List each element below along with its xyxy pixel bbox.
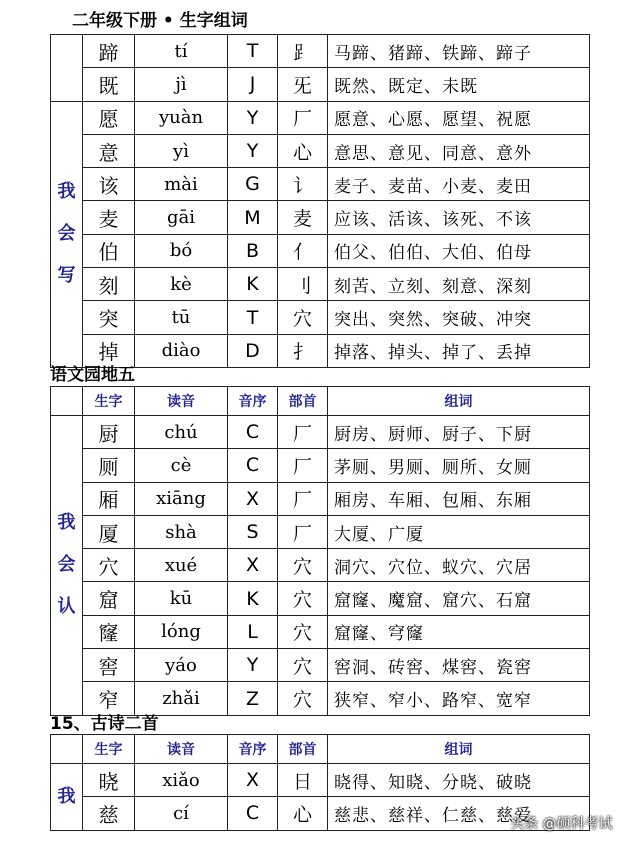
words-cell: 窟窿、穹窿 [328,615,590,648]
char-cell: 厢 [83,482,135,515]
table-block-2 [50,386,590,716]
table-row [51,234,590,267]
char-cell: 意 [83,134,135,167]
char-cell: 厕 [83,449,135,482]
char-cell: 窖 [83,649,135,682]
table-row [51,582,590,615]
pinyin-cell: kū [135,582,228,615]
char-cell: 穴 [83,549,135,582]
words-cell: 厢房、车厢、包厢、东厢 [328,482,590,515]
words-cell: 厨房、厨师、厨子、下厨 [328,416,590,449]
radical-cell: 亻 [278,234,328,267]
pinyin-cell: gāi [135,201,228,234]
words-cell: 应该、活该、该死、不该 [328,201,590,234]
radical-cell: 厂 [278,515,328,548]
pinyin-cell: lóng [135,615,228,648]
pinyin-cell: xiǎo [135,764,228,797]
order-cell: C [228,449,278,482]
table-row [51,68,590,101]
pinyin-cell: xué [135,549,228,582]
table-row [51,649,590,682]
table-row [51,101,590,134]
order-cell: K [228,268,278,301]
section-heading: 语文园地五 [50,365,135,385]
words-cell: 晓得、知晓、分晓、破晓 [328,764,590,797]
table-row [51,168,590,201]
words-cell: 窖洞、砖窖、煤窖、瓷窖 [328,649,590,682]
char-cell: 晓 [83,764,135,797]
order-cell: J [228,68,278,101]
pinyin-cell: yáo [135,649,228,682]
words-cell: 洞穴、穴位、蚁穴、穴居 [328,549,590,582]
words-cell: 意思、意见、同意、意外 [328,134,590,167]
radical-cell: 扌 [278,334,328,367]
radical-cell: 穴 [278,582,328,615]
order-cell: X [228,764,278,797]
order-cell: T [228,301,278,334]
side-blank [51,387,83,416]
table-row [51,797,590,830]
radical-cell: 厂 [278,449,328,482]
side-blank [51,35,83,102]
table-row [51,449,590,482]
side-label-partial: 我 [51,764,83,831]
table-row [51,764,590,797]
table-header-row [51,387,590,416]
order-cell: X [228,482,278,515]
words-cell: 窟窿、魔窟、窟穴、石窟 [328,582,590,615]
char-cell: 该 [83,168,135,201]
pinyin-cell: diào [135,334,228,367]
order-cell: T [228,35,278,68]
header-char-cell: 生字 [83,387,135,416]
table-row [51,549,590,582]
side-blank [51,735,83,764]
header-words-cell: 组词 [328,387,590,416]
pinyin-cell: shà [135,515,228,548]
words-cell: 茅厕、男厕、厕所、女厕 [328,449,590,482]
page-title: 二年级下册 • 生字组词 [72,11,248,31]
char-cell: 慈 [83,797,135,830]
order-cell: M [228,201,278,234]
words-cell: 伯父、伯伯、大伯、伯母 [328,234,590,267]
order-cell: D [228,334,278,367]
pinyin-cell: kè [135,268,228,301]
order-cell: Y [228,649,278,682]
words-cell: 大厦、广厦 [328,515,590,548]
header-radical-cell: 部首 [278,387,328,416]
char-cell: 蹄 [83,35,135,68]
order-cell: X [228,549,278,582]
order-cell: Y [228,134,278,167]
char-cell: 掉 [83,334,135,367]
char-cell: 突 [83,301,135,334]
table-block-1 [50,34,590,368]
pinyin-cell: tí [135,35,228,68]
order-cell: Z [228,682,278,715]
order-cell: S [228,515,278,548]
char-cell: 麦 [83,201,135,234]
table-row [51,268,590,301]
pinyin-cell: mài [135,168,228,201]
char-cell: 既 [83,68,135,101]
pinyin-cell: yì [135,134,228,167]
pinyin-cell: tū [135,301,228,334]
char-cell: 愿 [83,101,135,134]
pinyin-cell: zhǎi [135,682,228,715]
table-row [51,416,590,449]
radical-cell: 心 [278,134,328,167]
words-cell: 掉落、掉头、掉了、丢掉 [328,334,590,367]
radical-cell: ⻊ [278,35,328,68]
header-order-cell: 音序 [228,387,278,416]
words-cell: 既然、既定、未既 [328,68,590,101]
words-cell: 刻苦、立刻、刻意、深刻 [328,268,590,301]
table-row [51,134,590,167]
header-char-cell: 生字 [83,735,135,764]
side-label-recognize: 我 会 认 [51,416,83,716]
radical-cell: 厂 [278,482,328,515]
radical-cell: 讠 [278,168,328,201]
radical-cell: 心 [278,797,328,830]
radical-cell: 穴 [278,615,328,648]
header-radical-cell: 部首 [278,735,328,764]
order-cell: B [228,234,278,267]
radical-cell: 厂 [278,416,328,449]
pinyin-cell: bó [135,234,228,267]
char-cell: 厦 [83,515,135,548]
radical-cell: 日 [278,764,328,797]
char-cell: 窟 [83,582,135,615]
radical-cell: 穴 [278,682,328,715]
header-pinyin-cell: 读音 [135,387,228,416]
radical-cell: 旡 [278,68,328,101]
section-heading: 15、古诗二首 [50,714,159,734]
order-cell: G [228,168,278,201]
table-header-row [51,735,590,764]
pinyin-cell: cè [135,449,228,482]
pinyin-cell: xiāng [135,482,228,515]
table-row [51,615,590,648]
table-row [51,201,590,234]
char-cell: 窿 [83,615,135,648]
radical-cell: 穴 [278,649,328,682]
order-cell: K [228,582,278,615]
radical-cell: 刂 [278,268,328,301]
order-cell: L [228,615,278,648]
order-cell: Y [228,101,278,134]
words-cell: 狭窄、窄小、路窄、宽窄 [328,682,590,715]
table-row [51,301,590,334]
header-words-cell: 组词 [328,735,590,764]
pinyin-cell: cí [135,797,228,830]
words-cell: 愿意、心愿、愿望、祝愿 [328,101,590,134]
table-row [51,515,590,548]
header-pinyin-cell: 读音 [135,735,228,764]
table-row [51,35,590,68]
char-cell: 厨 [83,416,135,449]
watermark: 头条 @硕科考试 [510,816,613,832]
pinyin-cell: jì [135,68,228,101]
char-cell: 刻 [83,268,135,301]
order-cell: C [228,416,278,449]
radical-cell: 穴 [278,301,328,334]
words-cell: 慈悲、慈祥、仁慈、慈爱 [328,797,590,830]
order-cell: C [228,797,278,830]
pinyin-cell: chú [135,416,228,449]
side-label-write: 我 会 写 [51,101,83,367]
words-cell: 突出、突然、突破、冲突 [328,301,590,334]
table-row [51,482,590,515]
pinyin-cell: yuàn [135,101,228,134]
radical-cell: 麦 [278,201,328,234]
char-cell: 伯 [83,234,135,267]
words-cell: 麦子、麦苗、小麦、麦田 [328,168,590,201]
header-order-cell: 音序 [228,735,278,764]
table-block-3 [50,734,590,831]
words-cell: 马蹄、猪蹄、铁蹄、蹄子 [328,35,590,68]
char-cell: 窄 [83,682,135,715]
radical-cell: 厂 [278,101,328,134]
radical-cell: 穴 [278,549,328,582]
